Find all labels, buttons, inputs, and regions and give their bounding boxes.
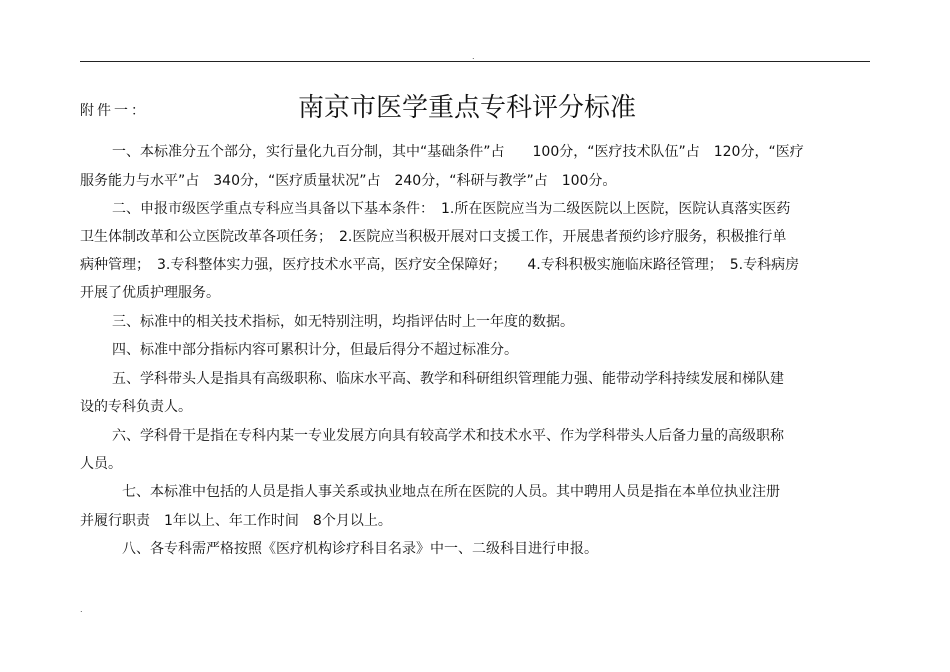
paragraph-5-line-2: 设的专科负责人。 bbox=[80, 399, 192, 415]
paragraph-5-line-1: 五、学科带头人是指具有高级职称、临床水平高、教学和科研组织管理能力强、能带动学科持续发展和梯队建 bbox=[112, 371, 784, 387]
footer-dot: . bbox=[80, 605, 83, 614]
paragraph-4-line-1: 四、标准中部分指标内容可累积计分，但最后得分不超过标准分。 bbox=[112, 342, 518, 358]
attachment-label: 附件一： bbox=[80, 103, 148, 119]
paragraph-6-line-1: 六、学科骨干是指在专科内某一专业发展方向具有较高学术和技术水平、作为学科带头人后备力量的高级职称 bbox=[112, 428, 784, 444]
paragraph-1-line-2: 服务能力与水平”占 340分，“医疗质量状况”占 240分，“科研与教学”占 100分。 bbox=[80, 173, 617, 189]
paragraph-2-line-2: 卫生体制改革和公立医院改革各项任务； 2.医院应当积极开展对口支援工作，开展患者预约诊疗服务，积极推行单 bbox=[80, 229, 787, 245]
document-title: 南京市医学重点专科评分标准 bbox=[298, 93, 637, 123]
paragraph-6-line-2: 人员。 bbox=[80, 456, 122, 472]
header-rule bbox=[80, 61, 870, 62]
paragraph-3-line-1: 三、标准中的相关技术指标，如无特别注明，均指评估时上一年度的数据。 bbox=[112, 314, 574, 330]
paragraph-1-line-1: 一、本标准分五个部分，实行量化九百分制，其中“基础条件”占 100分，“医疗技术队伍”占 120分，“医疗 bbox=[112, 144, 804, 160]
paragraph-2-line-3: 病种管理； 3.专科整体实力强，医疗技术水平高，医疗安全保障好； 4.专科积极实施临床路径管理； 5.专科病房 bbox=[80, 257, 800, 273]
paragraph-7-line-1: 七、本标准中包括的人员是指人事关系或执业地点在所在医院的人员。其中聘用人员是指在本单位执业注册 bbox=[122, 484, 780, 500]
paragraph-2-line-4: 开展了优质护理服务。 bbox=[80, 285, 220, 301]
header-dot: . bbox=[472, 52, 475, 61]
paragraph-8-line-1: 八、各专科需严格按照《医疗机构诊疗科目名录》中一、二级科目进行申报。 bbox=[122, 541, 598, 557]
paragraph-2-line-1: 二、申报市级医学重点专科应当具备以下基本条件： 1.所在医院应当为二级医院以上医院，医院认真落实医药 bbox=[112, 201, 791, 217]
paragraph-7-line-2: 并履行职责 1年以上、年工作时间 8个月以上。 bbox=[80, 513, 392, 529]
